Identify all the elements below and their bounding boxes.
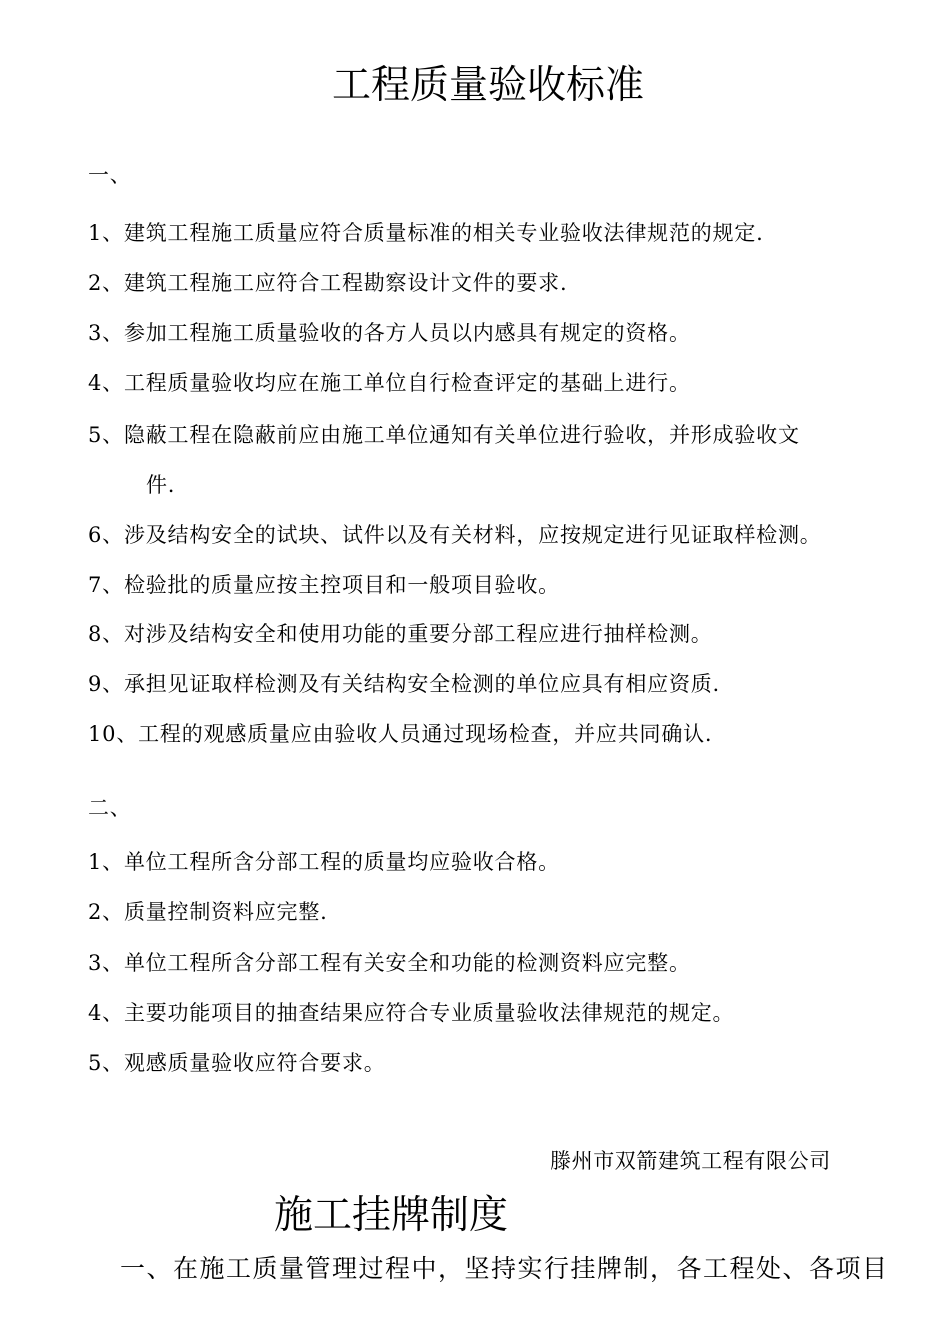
section-2-item-3: 3、单位工程所含分部工程有关安全和功能的检测资料应完整。 bbox=[88, 951, 691, 975]
section-1-item-6: 6、涉及结构安全的试块、试件以及有关材料，应按规定进行见证取样检测。 bbox=[88, 523, 822, 547]
section-2-item-2: 2、质量控制资料应完整. bbox=[88, 900, 328, 924]
section-2-item-1: 1、单位工程所含分部工程的质量均应验收合格。 bbox=[88, 850, 560, 874]
section-1-item-4: 4、工程质量验收均应在施工单位自行检查评定的基础上进行。 bbox=[88, 371, 691, 395]
section-1-item-9: 9、承担见证取样检测及有关结构安全检测的单位应具有相应资质. bbox=[88, 672, 721, 696]
document-title: 工程质量验收标准 bbox=[331, 63, 644, 108]
section-1-item-5: 5、隐蔽工程在隐蔽前应由施工单位通知有关单位进行验收，并形成验收文 bbox=[88, 423, 800, 447]
company-signature: 滕州市双箭建筑工程有限公司 bbox=[550, 1149, 831, 1173]
section-1-item-7: 7、检验批的质量应按主控项目和一般项目验收。 bbox=[88, 573, 560, 597]
section-1-item-5-continuation: 件. bbox=[146, 473, 176, 497]
second-document-paragraph: 一、在施工质量管理过程中，坚持实行挂牌制，各工程处、各项目 bbox=[120, 1254, 889, 1283]
section-1-item-3: 3、参加工程施工质量验收的各方人员以内感具有规定的资格。 bbox=[88, 321, 691, 345]
section-2-item-5: 5、观感质量验收应符合要求。 bbox=[88, 1051, 386, 1075]
section-2-item-4: 4、主要功能项目的抽查结果应符合专业质量验收法律规范的规定。 bbox=[88, 1001, 735, 1025]
section-1-item-8: 8、对涉及结构安全和使用功能的重要分部工程应进行抽样检测。 bbox=[88, 622, 713, 646]
section-2-heading: 二、 bbox=[88, 796, 132, 820]
second-document-title: 施工挂牌制度 bbox=[274, 1193, 509, 1238]
section-1-item-2: 2、建筑工程施工应符合工程勘察设计文件的要求. bbox=[88, 271, 568, 295]
section-1-heading: 一、 bbox=[88, 163, 132, 187]
section-1-item-1: 1、建筑工程施工质量应符合质量标准的相关专业验收法律规范的规定. bbox=[88, 221, 764, 245]
section-1-item-10: 10、工程的观感质量应由验收人员通过现场检查，并应共同确认. bbox=[88, 722, 713, 746]
